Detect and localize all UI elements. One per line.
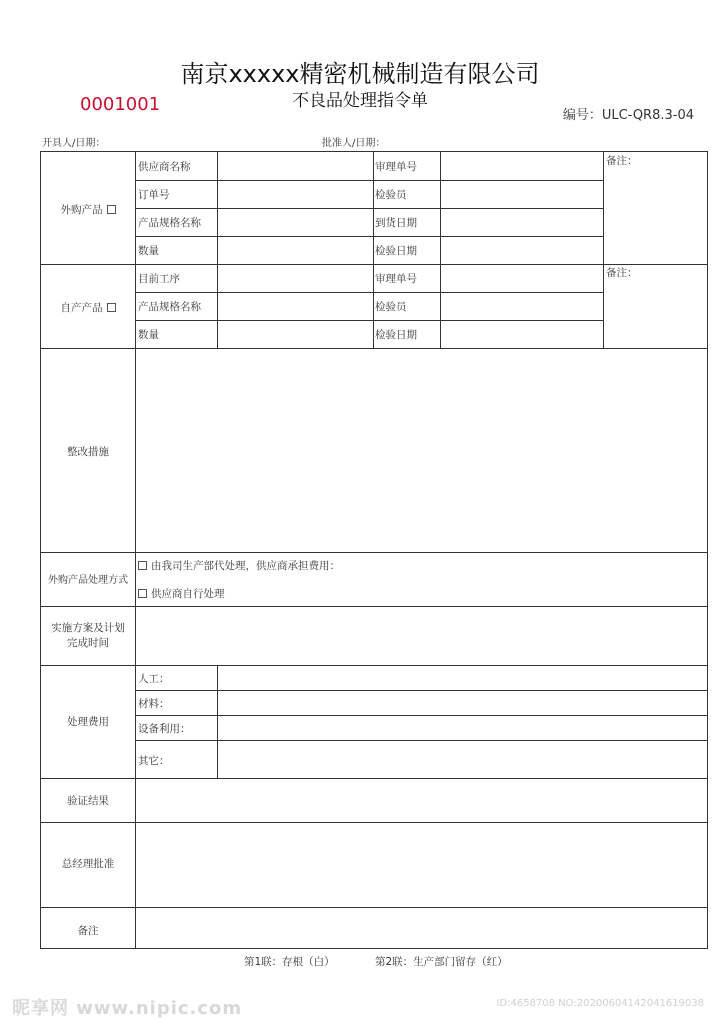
outsourced-section-label: 外购产品 xyxy=(41,202,135,217)
cost-equipment-label: 设备利用： xyxy=(138,723,191,735)
inhouse-inspection-date-label: 检验日期 xyxy=(375,329,417,341)
inhouse-inspector-label: 检验员 xyxy=(375,301,407,313)
form-title: 不良品处理指令单 xyxy=(292,91,428,111)
method-option-2-checkbox[interactable] xyxy=(138,589,147,598)
company-name: 南京xxxxx精密机械制造有限公司 xyxy=(180,60,540,88)
review-number-label: 审理单号 xyxy=(375,161,417,173)
inhouse-spec-label: 产品规格名称 xyxy=(138,301,201,313)
outsourced-checkbox[interactable] xyxy=(107,205,116,214)
serial-number: 0001001 xyxy=(80,94,161,115)
supplier-name-label: 供应商名称 xyxy=(138,161,191,173)
copy-2-label: 第2联：生产部门留存（红） xyxy=(375,956,508,968)
inhouse-review-number-label: 审理单号 xyxy=(375,273,417,285)
arrival-date-label: 到货日期 xyxy=(375,217,417,229)
method-option-2[interactable]: 供应商自行处理 xyxy=(138,586,225,601)
gm-approval-label: 总经理批准 xyxy=(61,858,115,870)
cost-material-label: 材料： xyxy=(138,698,170,710)
approver-label: 批准人/日期： xyxy=(322,138,386,149)
cost-label: 处理费用 xyxy=(67,716,109,728)
inspection-date-label: 检验日期 xyxy=(375,245,417,257)
watermark-id: ID:4658708 NO:20200604142041619038 xyxy=(496,998,704,1009)
method-option-1[interactable]: 由我司生产部代处理，供应商承担费用： xyxy=(138,558,340,573)
inhouse-checkbox[interactable] xyxy=(107,303,116,312)
product-spec-label: 产品规格名称 xyxy=(138,217,201,229)
current-process-label: 目前工序 xyxy=(138,273,180,285)
watermark-brand: 昵享网 www.nipic.com xyxy=(12,998,243,1019)
outsourced-remark-label: 备注： xyxy=(606,155,638,167)
copy-1-label: 第1联：存根（白） xyxy=(244,956,335,968)
inhouse-quantity-label: 数量 xyxy=(138,329,159,341)
inhouse-section-label: 自产产品 xyxy=(41,300,135,315)
inspector-label: 检验员 xyxy=(375,189,407,201)
method-option-1-checkbox[interactable] xyxy=(138,561,147,570)
cost-labor-label: 人工： xyxy=(138,673,170,685)
issuer-label: 开具人/日期： xyxy=(42,138,106,149)
method-label: 外购产品处理方式 xyxy=(48,575,128,586)
notes-label: 备注 xyxy=(77,925,99,937)
verify-label: 验证结果 xyxy=(67,795,109,807)
form-code: 编号：ULC-QR8.3-04 xyxy=(562,108,694,123)
plan-label: 实施方案及计划完成时间 xyxy=(51,622,125,649)
order-number-label: 订单号 xyxy=(138,189,170,201)
inhouse-remark-label: 备注： xyxy=(606,267,638,279)
cost-other-label: 其它： xyxy=(138,755,170,767)
rectify-label: 整改措施 xyxy=(67,446,109,458)
quantity-label: 数量 xyxy=(138,245,159,257)
